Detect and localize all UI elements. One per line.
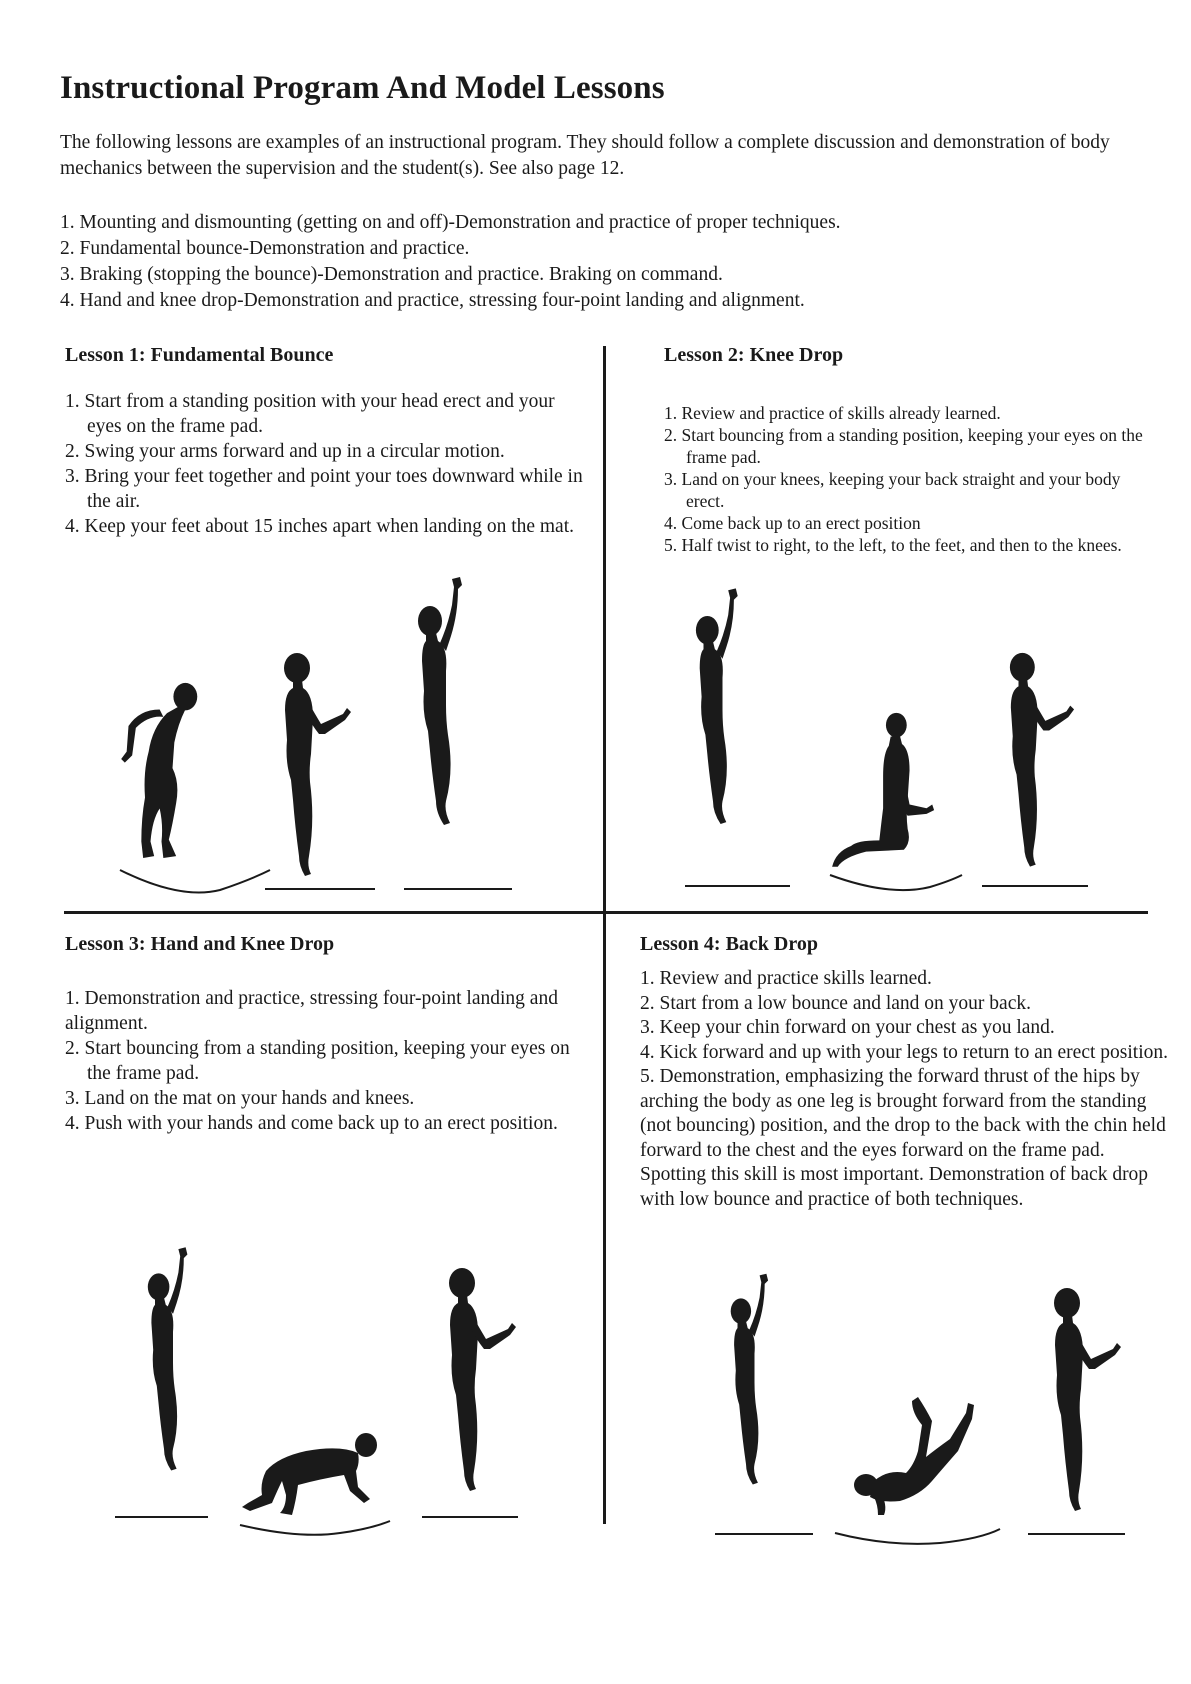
lesson-3-steps [65, 986, 595, 1136]
overview-item: 2. Fundamental bounce-Demonstration and practice. [60, 238, 470, 259]
standing-figure [1010, 653, 1074, 867]
lesson-step: 2. Swing your arms forward and up in a circular motion. [65, 441, 505, 462]
mat-curve [120, 870, 270, 893]
mat-curve [830, 875, 962, 890]
lesson-1-title: Lesson 1: Fundamental Bounce [65, 344, 334, 366]
lesson-step: 4. Come back up to an erect position [664, 513, 921, 533]
lesson-4-figures [700, 1265, 1150, 1555]
lesson-step: 4. Keep your feet about 15 inches apart when landing on the mat. [65, 516, 575, 537]
lesson-step: 1. Start from a standing position with your head erect and your eyes on the frame pad. [65, 391, 555, 437]
lesson-4-title: Lesson 4: Back Drop [640, 933, 818, 955]
overview-item: 4. Hand and knee drop-Demonstration and practice, stressing four-point landing and alignment. [60, 290, 805, 311]
standing-figure [449, 1268, 516, 1491]
hands-knees-figure [242, 1433, 377, 1515]
lesson-step: 1. Review and practice skills learned. [640, 968, 932, 989]
arms-up-figure [696, 588, 738, 824]
lesson-step: 2. Start bouncing from a standing position, keeping your eyes on the frame pad. [664, 425, 1143, 467]
lesson-4-steps [640, 967, 1175, 1212]
standing-figure [1054, 1288, 1121, 1511]
lesson-step: 4. Kick forward and up with your legs to return to an erect position. [640, 1041, 1168, 1063]
intro-paragraph: The following lessons are examples of an instructional program. They should follow a complete discussion and demonstration of body mechanics between the supervision and the student(s). See also page 12. [60, 132, 1110, 179]
arms-up-figure [148, 1247, 188, 1470]
mat-curve [240, 1521, 390, 1535]
lesson-3-title: Lesson 3: Hand and Knee Drop [65, 933, 335, 955]
lesson-step: 3. Keep your chin forward on your chest as you land. [640, 1017, 1055, 1038]
page-title: Instructional Program And Model Lessons [60, 70, 665, 106]
overview-item: 1. Mounting and dismounting (getting on and off)-Demonstration and practice of proper techniques. [60, 212, 841, 233]
horizontal-divider [64, 911, 1148, 914]
lesson-step: 3. Land on the mat on your hands and knees. [65, 1088, 415, 1109]
kneeling-figure [832, 713, 934, 867]
crouching-figure [121, 683, 197, 858]
vertical-divider [603, 346, 606, 1524]
lesson-step: 5. Demonstration, emphasizing the forward thrust of the hips by arching the body as one leg is brought forward from the standing (not bouncing) position, and the drop to the back with the chin held forward to the chest and the eyes forward on the frame pad. Spotting this skill is most important. Demonstration of back drop with low bounce and practice of both techniques. [640, 1066, 1166, 1210]
standing-figure [284, 653, 351, 876]
lesson-step: 3. Land on your knees, keeping your back straight and your body erect. [664, 469, 1121, 511]
lesson-step: 1. Demonstration and practice, stressing four-point landing and alignment. [65, 988, 558, 1034]
lesson-2-title: Lesson 2: Knee Drop [664, 344, 844, 366]
lesson-3-figures [100, 1235, 540, 1545]
lesson-step: 1. Review and practice of skills already learned. [664, 403, 1001, 423]
program-overview-list [60, 210, 1140, 314]
lesson-step: 2. Start from a low bounce and land on your back. [640, 992, 1031, 1014]
lesson-1-steps [65, 389, 590, 539]
lesson-2-steps [664, 402, 1154, 556]
jumping-figure [731, 1274, 768, 1485]
arms-up-figure [418, 577, 462, 825]
lesson-1-figures [100, 570, 530, 900]
lesson-step: 2. Start bouncing from a standing position, keeping your eyes on the frame pad. [65, 1038, 570, 1084]
overview-item: 3. Braking (stopping the bounce)-Demonstration and practice. Braking on command. [60, 264, 723, 285]
lesson-step: 4. Push with your hands and come back up to an erect position. [65, 1113, 558, 1134]
lesson-step: 3. Bring your feet together and point your toes downward while in the air. [65, 466, 583, 512]
lesson-2-figures [660, 575, 1120, 895]
mat-curve [835, 1529, 1000, 1544]
lesson-step: 5. Half twist to right, to the left, to the feet, and then to the knees. [664, 535, 1122, 555]
back-drop-figure [854, 1397, 974, 1515]
